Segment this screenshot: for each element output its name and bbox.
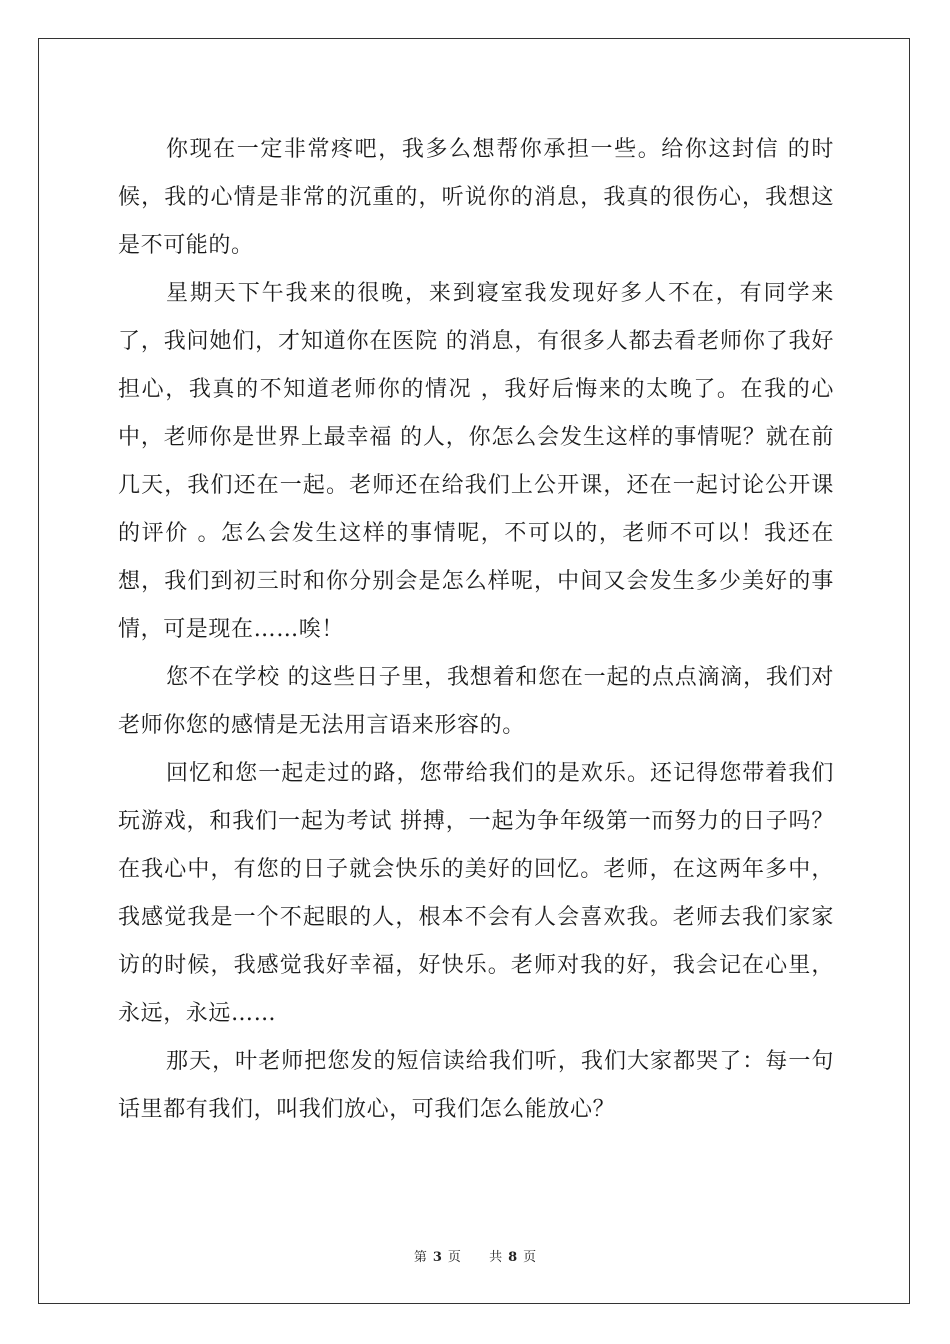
paragraph-1: 你现在一定非常疼吧，我多么想帮你承担一些。给你这封信 的时候，我的心情是非常的沉重的，听说你的消息，我真的很伤心，我想这是不可能的。 — [118, 137, 834, 258]
total-page-number: 8 — [508, 1250, 518, 1265]
paragraph-4: 回忆和您一起走过的路，您带给我们的是欢乐。还记得您带着我们玩游戏，和我们一起为考试 拼搏，一起为争年级第一而努力的日子吗？在我心中，有您的日子就会快乐的美好的回忆。老师，在这两年多中，我感觉我是一个不起眼的人，根本不会有人会喜欢我。老师去我们家家访的时候，我感觉我好幸福，好快乐。老师对我的好，我会记在心里，永远，永远…… — [118, 761, 834, 1026]
total-prefix: 共 — [489, 1250, 503, 1265]
total-suffix: 页 — [523, 1250, 537, 1265]
current-page-number: 3 — [432, 1250, 442, 1265]
page-suffix: 页 — [447, 1250, 461, 1265]
paragraph-3: 您不在学校 的这些日子里，我想着和您在一起的点点滴滴，我们对老师你您的感情是无法用言语来形容的。 — [118, 665, 834, 738]
page-footer — [0, 1246, 950, 1265]
page-prefix: 第 — [413, 1250, 427, 1265]
paragraph-5: 那天，叶老师把您发的短信读给我们听，我们大家都哭了：每一句话里都有我们，叫我们放心，可我们怎么能放心？ — [118, 1049, 834, 1122]
paragraph-2: 星期天下午我来的很晚，来到寝室我发现好多人不在，有同学来了，我问她们，才知道你在医院 的消息，有很多人都去看老师你了我好担心，我真的不知道老师你的情况 ，我好后悔来的太晚了。在我的心中，老师你是世界上最幸福 的人，你怎么会发生这样的事情呢？就在前几天，我们还在一起。老师还在给我们上公开课，还在一起讨论公开课的评价 。怎么会发生这样的事情呢，不可以的，老师不可以！我还在想，我们到初三时和你分别会是怎么样呢，中间又会发生多少美好的事情，可是现在……唉！ — [118, 281, 834, 642]
page-number — [408, 1250, 467, 1265]
page-total — [483, 1250, 542, 1265]
document-body — [118, 126, 834, 1134]
